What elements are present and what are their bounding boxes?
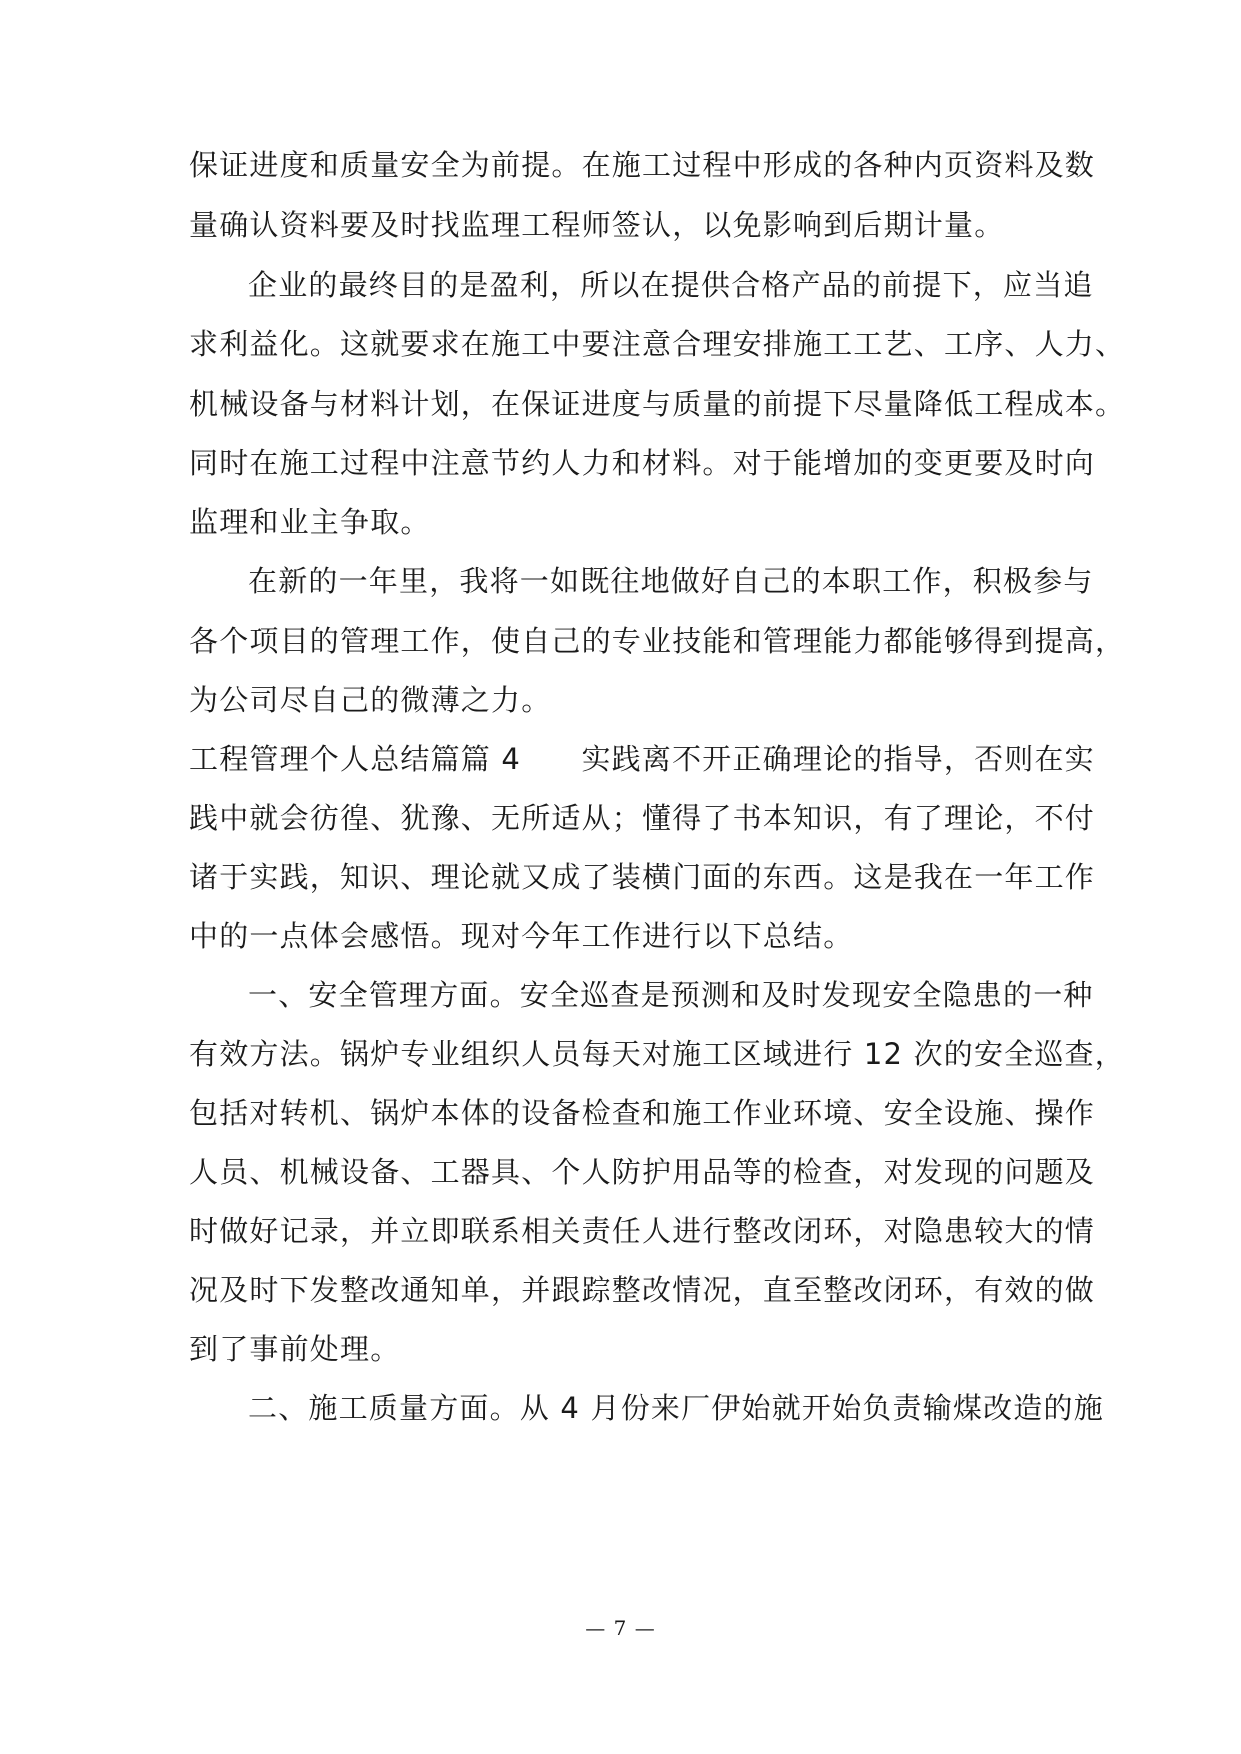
text-line: 机械设备与材料计划，在保证进度与质量的前提下尽量降低工程成本。 — [189, 387, 1126, 421]
text-line: 中的一点体会感悟。现对今年工作进行以下总结。 — [189, 919, 854, 953]
paragraph-start-line: 企业的最终目的是盈利，所以在提供合格产品的前提下，应当追 — [248, 268, 1094, 302]
text-line: 量确认资料要及时找监理工程师签认，以免影响到后期计量。 — [189, 208, 1005, 242]
text-line: 人员、机械设备、工器具、个人防护用品等的检查，对发现的问题及 — [189, 1155, 1096, 1189]
text-line: 时做好记录，并立即联系相关责任人进行整改闭环，对隐患较大的情 — [189, 1214, 1096, 1248]
text-line: 监理和业主争取。 — [189, 505, 431, 539]
text-line: 诸于实践，知识、理论就又成了装横门面的东西。这是我在一年工作 — [189, 860, 1096, 894]
text-line: 同时在施工过程中注意节约人力和材料。对于能增加的变更要及时向 — [189, 446, 1096, 480]
section-heading-line: 工程管理个人总结篇篇 4 实践离不开正确理论的指导，否则在实 — [189, 742, 1095, 776]
page-number: — 7 — — [585, 1616, 656, 1640]
paragraph-start-line: 二、施工质量方面。从 4 月份来厂伊始就开始负责输煤改造的施 — [248, 1391, 1104, 1425]
text-line: 包括对转机、锅炉本体的设备检查和施工作业环境、安全设施、操作 — [189, 1096, 1096, 1130]
text-line: 为公司尽自己的微薄之力。 — [189, 683, 552, 717]
text-line: 各个项目的管理工作，使自己的专业技能和管理能力都能够得到提高， — [189, 624, 1126, 658]
paragraph-start-line: 一、安全管理方面。安全巡查是预测和及时发现安全隐患的一种 — [248, 978, 1094, 1012]
text-line: 有效方法。锅炉专业组织人员每天对施工区域进行 12 次的安全巡查， — [189, 1037, 1125, 1071]
text-line: 到了事前处理。 — [189, 1332, 401, 1366]
paragraph-start-line: 在新的一年里，我将一如既往地做好自己的本职工作，积极参与 — [248, 564, 1094, 598]
text-line: 况及时下发整改通知单，并跟踪整改情况，直至整改闭环，有效的做 — [189, 1273, 1096, 1307]
text-line: 求利益化。这就要求在施工中要注意合理安排施工工艺、工序、人力、 — [189, 327, 1126, 361]
text-line: 践中就会彷徨、犹豫、无所适从；懂得了书本知识，有了理论，不付 — [189, 801, 1096, 835]
text-line: 保证进度和质量安全为前提。在施工过程中形成的各种内页资料及数 — [189, 148, 1096, 182]
